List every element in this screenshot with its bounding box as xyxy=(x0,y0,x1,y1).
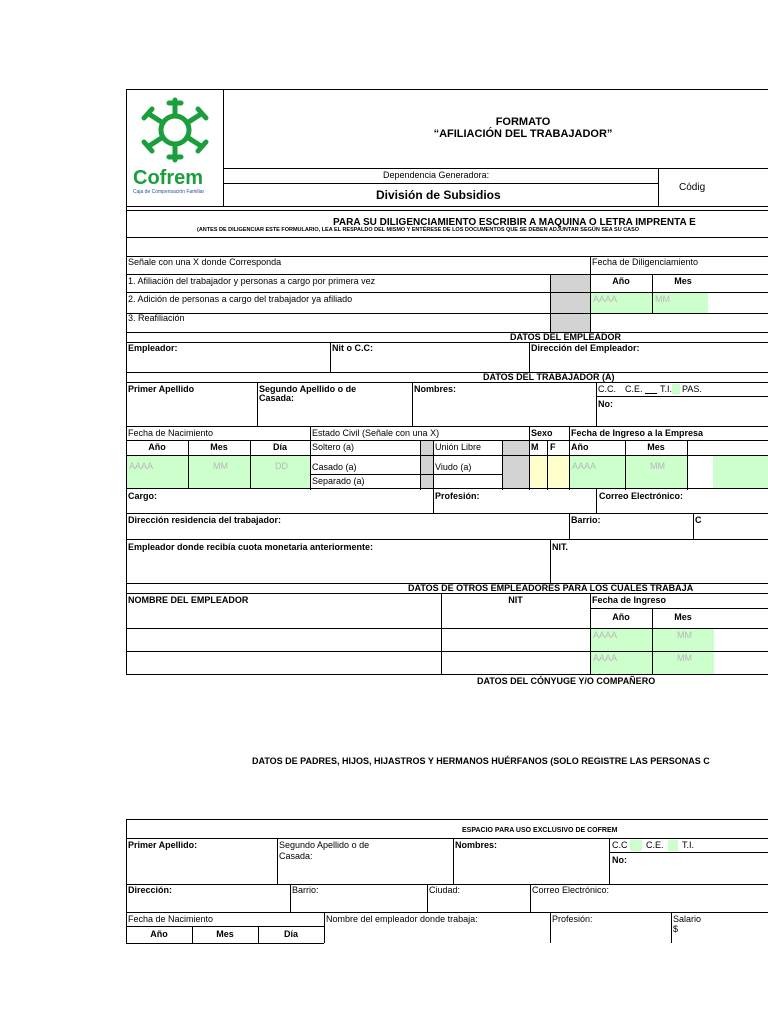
opcion-3-checkbox[interactable] xyxy=(551,314,590,332)
correo-label[interactable]: Correo Electrónico: xyxy=(599,491,684,501)
otros-anio-header: Año xyxy=(612,612,630,622)
union-option[interactable]: Unión Libre xyxy=(435,442,482,452)
cofrem-logo xyxy=(133,94,217,198)
fecha-dilig-anio-input[interactable]: AAAA xyxy=(591,293,652,313)
soltero-checkbox[interactable] xyxy=(420,441,433,489)
barrio-label[interactable]: Barrio: xyxy=(571,515,601,525)
b-direccion[interactable]: Dirección: xyxy=(128,885,173,895)
section-conyuge: DATOS DEL CÓNYUGE Y/O COMPAÑERO xyxy=(477,676,656,686)
b-doc-ti[interactable]: T.I. xyxy=(682,840,695,850)
b-primer-apellido[interactable]: Primer Apellido: xyxy=(128,840,198,850)
rule xyxy=(596,488,597,513)
b-mes: Mes xyxy=(216,929,234,939)
opcion-3: 3. Reafiliación xyxy=(128,313,185,323)
rule xyxy=(550,539,551,583)
instructions-main: PARA SU DILIGENCIAMIENTO ESCRIBIR A MAQUINA O LETRA IMPRENTA E xyxy=(333,217,696,228)
b-doc-no[interactable]: No: xyxy=(612,855,627,865)
nit-label[interactable]: Nit o C.C: xyxy=(332,343,373,353)
cargo-label[interactable]: Cargo: xyxy=(128,491,157,501)
direccion-empleador-label[interactable]: Dirección del Empleador: xyxy=(531,343,640,353)
profesion-label[interactable]: Profesión: xyxy=(435,491,480,501)
rule xyxy=(126,382,768,383)
rule xyxy=(427,884,428,912)
direccion-trabajador-label[interactable]: Dirección residencia del trabajador: xyxy=(128,515,282,525)
union-checkbox[interactable] xyxy=(502,441,529,489)
rule xyxy=(412,382,413,426)
b-barrio[interactable]: Barrio: xyxy=(292,885,319,895)
rule xyxy=(330,342,331,372)
rule xyxy=(596,396,768,397)
otros-fecha-ingreso-header: Fecha de Ingreso xyxy=(592,595,667,605)
ing-mes-input[interactable]: MM xyxy=(626,456,687,488)
b-salario-dollar: $ xyxy=(673,924,679,934)
b-doc-cc-box[interactable] xyxy=(630,840,642,851)
rule xyxy=(126,206,768,207)
rule xyxy=(433,488,434,513)
ciudad-label[interactable]: C xyxy=(695,515,702,525)
b-dia: Día xyxy=(283,929,298,939)
nit-header: NIT xyxy=(508,595,523,605)
rule xyxy=(126,539,768,540)
rule xyxy=(126,488,768,489)
rule xyxy=(126,313,768,314)
fecha-ingreso-label: Fecha de Ingreso a la Empresa xyxy=(571,428,704,438)
rule xyxy=(257,382,258,426)
fecha-nacimiento-label: Fecha de Nacimiento xyxy=(128,428,214,438)
rule xyxy=(126,372,768,373)
doc-no-label[interactable]: No: xyxy=(598,399,613,409)
rule xyxy=(324,912,325,943)
b-profesion[interactable]: Profesión: xyxy=(552,914,593,924)
section-empleador: DATOS DEL EMPLEADOR xyxy=(510,332,622,342)
ing-dia-input[interactable] xyxy=(713,456,768,488)
otros-row2-mes[interactable]: MM xyxy=(653,652,714,674)
b-salario[interactable]: Salario xyxy=(673,914,702,924)
rule xyxy=(590,608,768,609)
opcion-1: 1. Afiliación del trabajador y personas a cargo por primera vez xyxy=(128,276,376,286)
b-casada: Casada: xyxy=(279,851,313,861)
casada-label: Casada: xyxy=(259,393,295,403)
primer-apellido-label[interactable]: Primer Apellido xyxy=(128,384,195,394)
rule xyxy=(126,237,768,238)
logo-subtitle: Caja de Compensación Familiar xyxy=(133,189,205,195)
doc-ce[interactable]: C.E. xyxy=(625,384,643,394)
rule xyxy=(550,912,551,943)
rule xyxy=(453,838,454,884)
codigo-label: Códig xyxy=(679,182,706,193)
rule xyxy=(126,838,768,839)
b-nombres[interactable]: Nombres: xyxy=(455,840,498,850)
rule xyxy=(126,943,324,944)
rule xyxy=(126,342,768,343)
rule xyxy=(420,440,421,490)
doc-cc[interactable]: C.C. xyxy=(598,384,616,394)
nac-mes-label: Mes xyxy=(210,442,228,452)
rule xyxy=(126,274,768,275)
rule xyxy=(658,168,659,206)
rule xyxy=(569,513,570,539)
nombre-empleador-header: NOMBRE DEL EMPLEADOR xyxy=(128,595,249,605)
empleador-label[interactable]: Empleador: xyxy=(128,343,178,353)
b-doc-ce-box[interactable] xyxy=(668,840,678,851)
otros-row1-anio[interactable]: AAAA xyxy=(591,629,652,651)
rule xyxy=(223,183,658,184)
rule xyxy=(596,382,597,426)
sexo-m-box[interactable] xyxy=(530,455,547,489)
b-segundo-apellido[interactable]: Segundo Apellido o de xyxy=(279,840,370,850)
logo-text: Cofrem xyxy=(133,167,204,189)
separado-option[interactable]: Separado (a) xyxy=(312,476,365,486)
opcion-1-checkbox[interactable] xyxy=(551,275,590,313)
b-ciudad[interactable]: Ciudad: xyxy=(429,885,461,895)
rule xyxy=(530,884,531,912)
nombres-label[interactable]: Nombres: xyxy=(414,384,457,394)
b-anio: Año xyxy=(150,929,168,939)
sexo-f-box[interactable] xyxy=(548,455,569,489)
nit-anterior-label[interactable]: NIT. xyxy=(552,542,569,552)
fecha-dilig-mes-input[interactable]: MM xyxy=(653,293,708,313)
nac-anio-label: Año xyxy=(148,442,166,452)
b-correo[interactable]: Correo Electrónico: xyxy=(532,885,610,895)
b-doc-cc[interactable]: C.C xyxy=(612,840,628,850)
fecha-diligenciamiento-label: Fecha de Diligenciamiento xyxy=(592,257,699,267)
rule xyxy=(645,393,657,394)
section-otros-empleadores: DATOS DE OTROS EMPLEADORES PARA LOS CUALES TRABAJA xyxy=(408,583,694,593)
nac-dia-input[interactable]: DD xyxy=(251,456,310,488)
cofrem-star-icon xyxy=(133,94,217,166)
rule xyxy=(687,440,688,490)
sexo-f[interactable]: F xyxy=(550,442,556,452)
rule xyxy=(693,513,694,539)
soltero-option[interactable]: Soltero (a) xyxy=(312,442,355,452)
dependencia-value: División de Subsidios xyxy=(376,188,501,202)
rule xyxy=(502,440,503,490)
rule xyxy=(126,426,768,427)
rule xyxy=(126,674,768,675)
nac-mes-input[interactable]: MM xyxy=(189,456,250,488)
estado-civil-label: Estado Civil (Señale con una X) xyxy=(312,428,440,438)
segundo-apellido-label[interactable]: Segundo Apellido o de xyxy=(259,384,357,394)
rule xyxy=(290,884,291,912)
ing-anio-input[interactable]: AAAA xyxy=(570,456,625,488)
b-fecha-nacimiento: Fecha de Nacimiento xyxy=(128,914,214,924)
otros-row1-mes[interactable]: MM xyxy=(653,629,714,651)
otros-row2-anio[interactable]: AAAA xyxy=(591,652,652,674)
senale-label: Señale con una X donde Corresponda xyxy=(128,257,282,267)
section-trabajador: DATOS DEL TRABAJADOR (A) xyxy=(483,372,615,382)
b-empleador[interactable]: Nombre del empleador donde trabaja: xyxy=(326,914,478,924)
nac-anio-input[interactable]: AAAA xyxy=(127,456,188,488)
doc-ti-box[interactable] xyxy=(672,384,680,394)
casado-option[interactable]: Casado (a) xyxy=(312,462,357,472)
rule xyxy=(223,168,768,169)
empleador-anterior-label[interactable]: Empleador donde recibía cuota monetaria anteriormente: xyxy=(128,542,374,552)
dependencia-label: Dependencia Generadora: xyxy=(383,170,490,180)
rule xyxy=(126,593,768,594)
sexo-m[interactable]: M xyxy=(531,442,539,452)
doc-ti[interactable]: T.I. xyxy=(660,384,673,394)
rule xyxy=(609,838,610,884)
ing-mes-label: Mes xyxy=(647,442,665,452)
otros-mes-header: Mes xyxy=(674,612,692,622)
rule xyxy=(126,440,768,441)
rule xyxy=(126,332,768,333)
rule xyxy=(126,819,768,820)
rule xyxy=(671,912,672,943)
nac-dia-label: Día xyxy=(272,442,287,452)
fecha-dilig-mes: Mes xyxy=(674,276,692,286)
logo-divider xyxy=(223,89,224,206)
rule xyxy=(126,513,768,514)
rule xyxy=(609,852,768,853)
sexo-label: Sexo xyxy=(531,428,553,438)
rule xyxy=(529,342,530,372)
opcion-2: 2. Adición de personas a cargo del trabajador ya afiliado xyxy=(128,294,353,304)
rule xyxy=(126,926,324,927)
doc-pas[interactable]: PAS. xyxy=(682,384,702,394)
ing-anio-label: Año xyxy=(571,442,589,452)
rule xyxy=(310,474,502,475)
instructions-sub: (ANTES DE DILIGENCIAR ESTE FORMULARIO, LEA EL RESPALDO DEL MISMO Y ENTÉRESE DE LOS DOCUMENTOS QUE SE DEBEN ADJUNTAR SEGÚN SEA SU CASO xyxy=(197,227,640,233)
b-doc-ce[interactable]: C.E. xyxy=(646,840,664,850)
title-line2: “AFILIACIÓN DEL TRABAJADOR” xyxy=(433,128,613,140)
rule xyxy=(126,210,768,211)
title-line1: FORMATO xyxy=(495,116,551,128)
rule xyxy=(310,426,311,490)
viudo-option[interactable]: Viudo (a) xyxy=(435,462,472,472)
rule xyxy=(277,838,278,884)
fecha-dilig-anio: Año xyxy=(612,276,630,286)
espacio-cofrem: ESPACIO PARA USO EXCLUSIVO DE COFREM xyxy=(462,827,618,834)
rule xyxy=(433,440,434,490)
section-padres-hijos: DATOS DE PADRES, HIJOS, HIJASTROS Y HERMANOS HUÉRFANOS (SOLO REGISTRE LAS PERSONAS C xyxy=(252,756,710,766)
